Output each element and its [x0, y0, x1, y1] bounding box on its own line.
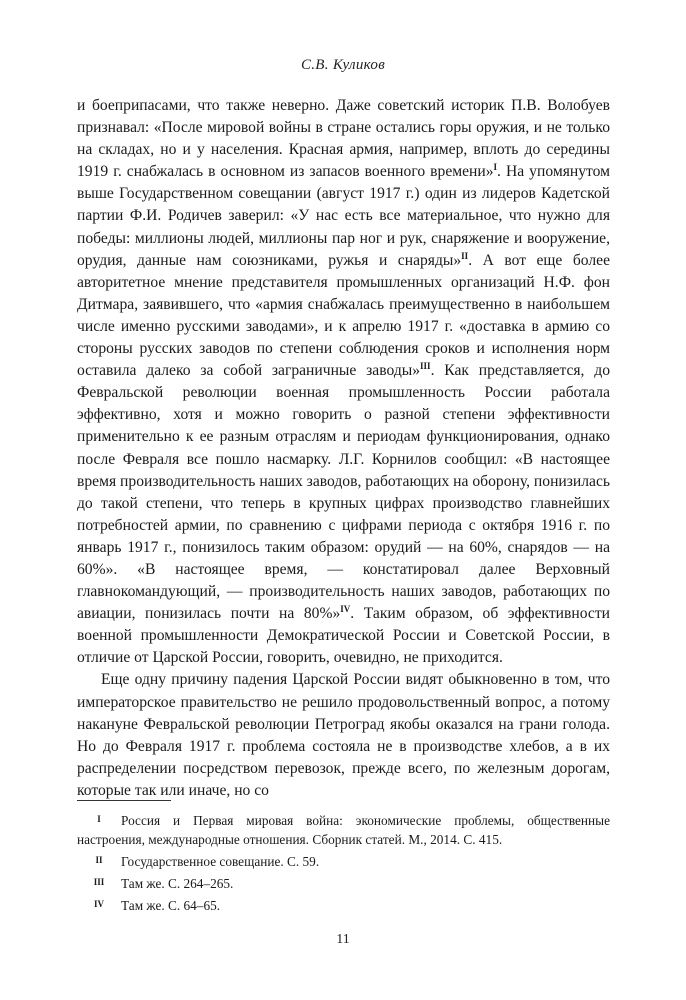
footnotes — [77, 810, 610, 917]
footnote-mark: IV — [93, 899, 104, 909]
running-head: С.В. Куликов — [300, 57, 386, 73]
footnote-mark: III — [93, 877, 105, 887]
footnote-ref-3[interactable]: III — [420, 360, 431, 371]
footnote-ref-1[interactable]: I — [493, 162, 498, 173]
footnote-text: Там же. С. 64–65. — [121, 898, 221, 913]
paragraph-1-text-d: . Как представляется, до Февральской революции военная промышленность России работала эффективно, хотя и можно говорить о разной степени эффективности применительно к ее разным отраслям и периодам функционирования, однако после Февраля все пошло насмарку. Л.Г. Корнилов сообщил: «В настоящее время производительность наших заводов, работающих на оборону, понизилась до такой степени, что теперь в крупных цифрах производство главнейших потребностей армии, по сравнению с цифрами периода с октября 1916 г. по январь 1917 г., понизилось таким образом: орудий — на 60%, снарядов — на 60%». «В настоящее время, — констатировал далее Верховный главнокомандующий, — производительность наших заводов, работающих по авиации, понизилась почти на 80%» — [77, 362, 611, 623]
footnote-ref-4[interactable]: IV — [340, 603, 351, 614]
paragraph-1-text-a: и боеприпасами, что также неверно. Даже советский историк П.В. Волобуев признавал: «После мировой войны в стране остались горы оружия, и не только на складах, но и у населения. Красная армия, например, вплоть до середины 1919 г. снабжалась в основном из запасов военного времени» — [77, 97, 610, 181]
footnote-text: Государственное совещание. С. 59. — [121, 854, 320, 869]
footnote-divider — [77, 800, 171, 801]
paragraph-2: Еще одну причину падения Царской России видят обыкновенно в том, что императорское правительство не решило продовольственный вопрос, а потому накануне Февральской революции Петроград якобы оказался на грани голода. Но до Февраля 1917 г. проблема состояла не в производстве хлебов, а в их распределении посредством перевозок, прежде всего, по железным дорогам, которые так или иначе, но со — [77, 671, 610, 799]
footnote-4 — [77, 895, 610, 915]
paragraph-1 — [77, 95, 610, 669]
page-number: 11 — [336, 932, 350, 947]
footnote-ref-2[interactable]: II — [461, 250, 469, 261]
paragraph-1-text-e: . Таким образом, об эффективности военной промышленности Демократической России и Советской России, в отличие от Царской России, говорить, очевидно, не приходится. — [77, 605, 610, 667]
footnote-3 — [77, 873, 610, 893]
footnote-mark: I — [97, 814, 101, 824]
footnote-text: Россия и Первая мировая война: экономические проблемы, общественные настроения, международные отношения. Сборник статей. М., 2014. С. 415. — [77, 813, 610, 847]
paragraph-1-text-c: . А вот еще более авторитетное мнение представителя промышленных организаций Н.Ф. фон Дитмара, заявившего, что «армия снабжалась преимущественно в наибольшем числе именно русскими заводами», и к апрелю 1917 г. «доставка в армию со стороны русских заводов по степени соблюдения сроков и исполнения норм оставила далеко за собой заграничные заводы» — [77, 251, 611, 380]
paragraph-1-text-b: . На упомянутом выше Государственном совещании (август 1917 г.) один из лидеров Кадетской партии Ф.И. Родичев заверил: «У нас есть все материальное, что нужно для победы: миллионы людей, миллионы пар ног и рук, снаряжение и вооружение, орудия, данные нам союзниками, ружья и снаряды» — [77, 163, 610, 269]
footnote-mark: II — [95, 855, 103, 865]
body-text — [77, 95, 610, 802]
footnote-1 — [77, 810, 610, 849]
footnote-text: Там же. С. 264–265. — [121, 876, 234, 891]
footnote-2 — [77, 851, 610, 871]
